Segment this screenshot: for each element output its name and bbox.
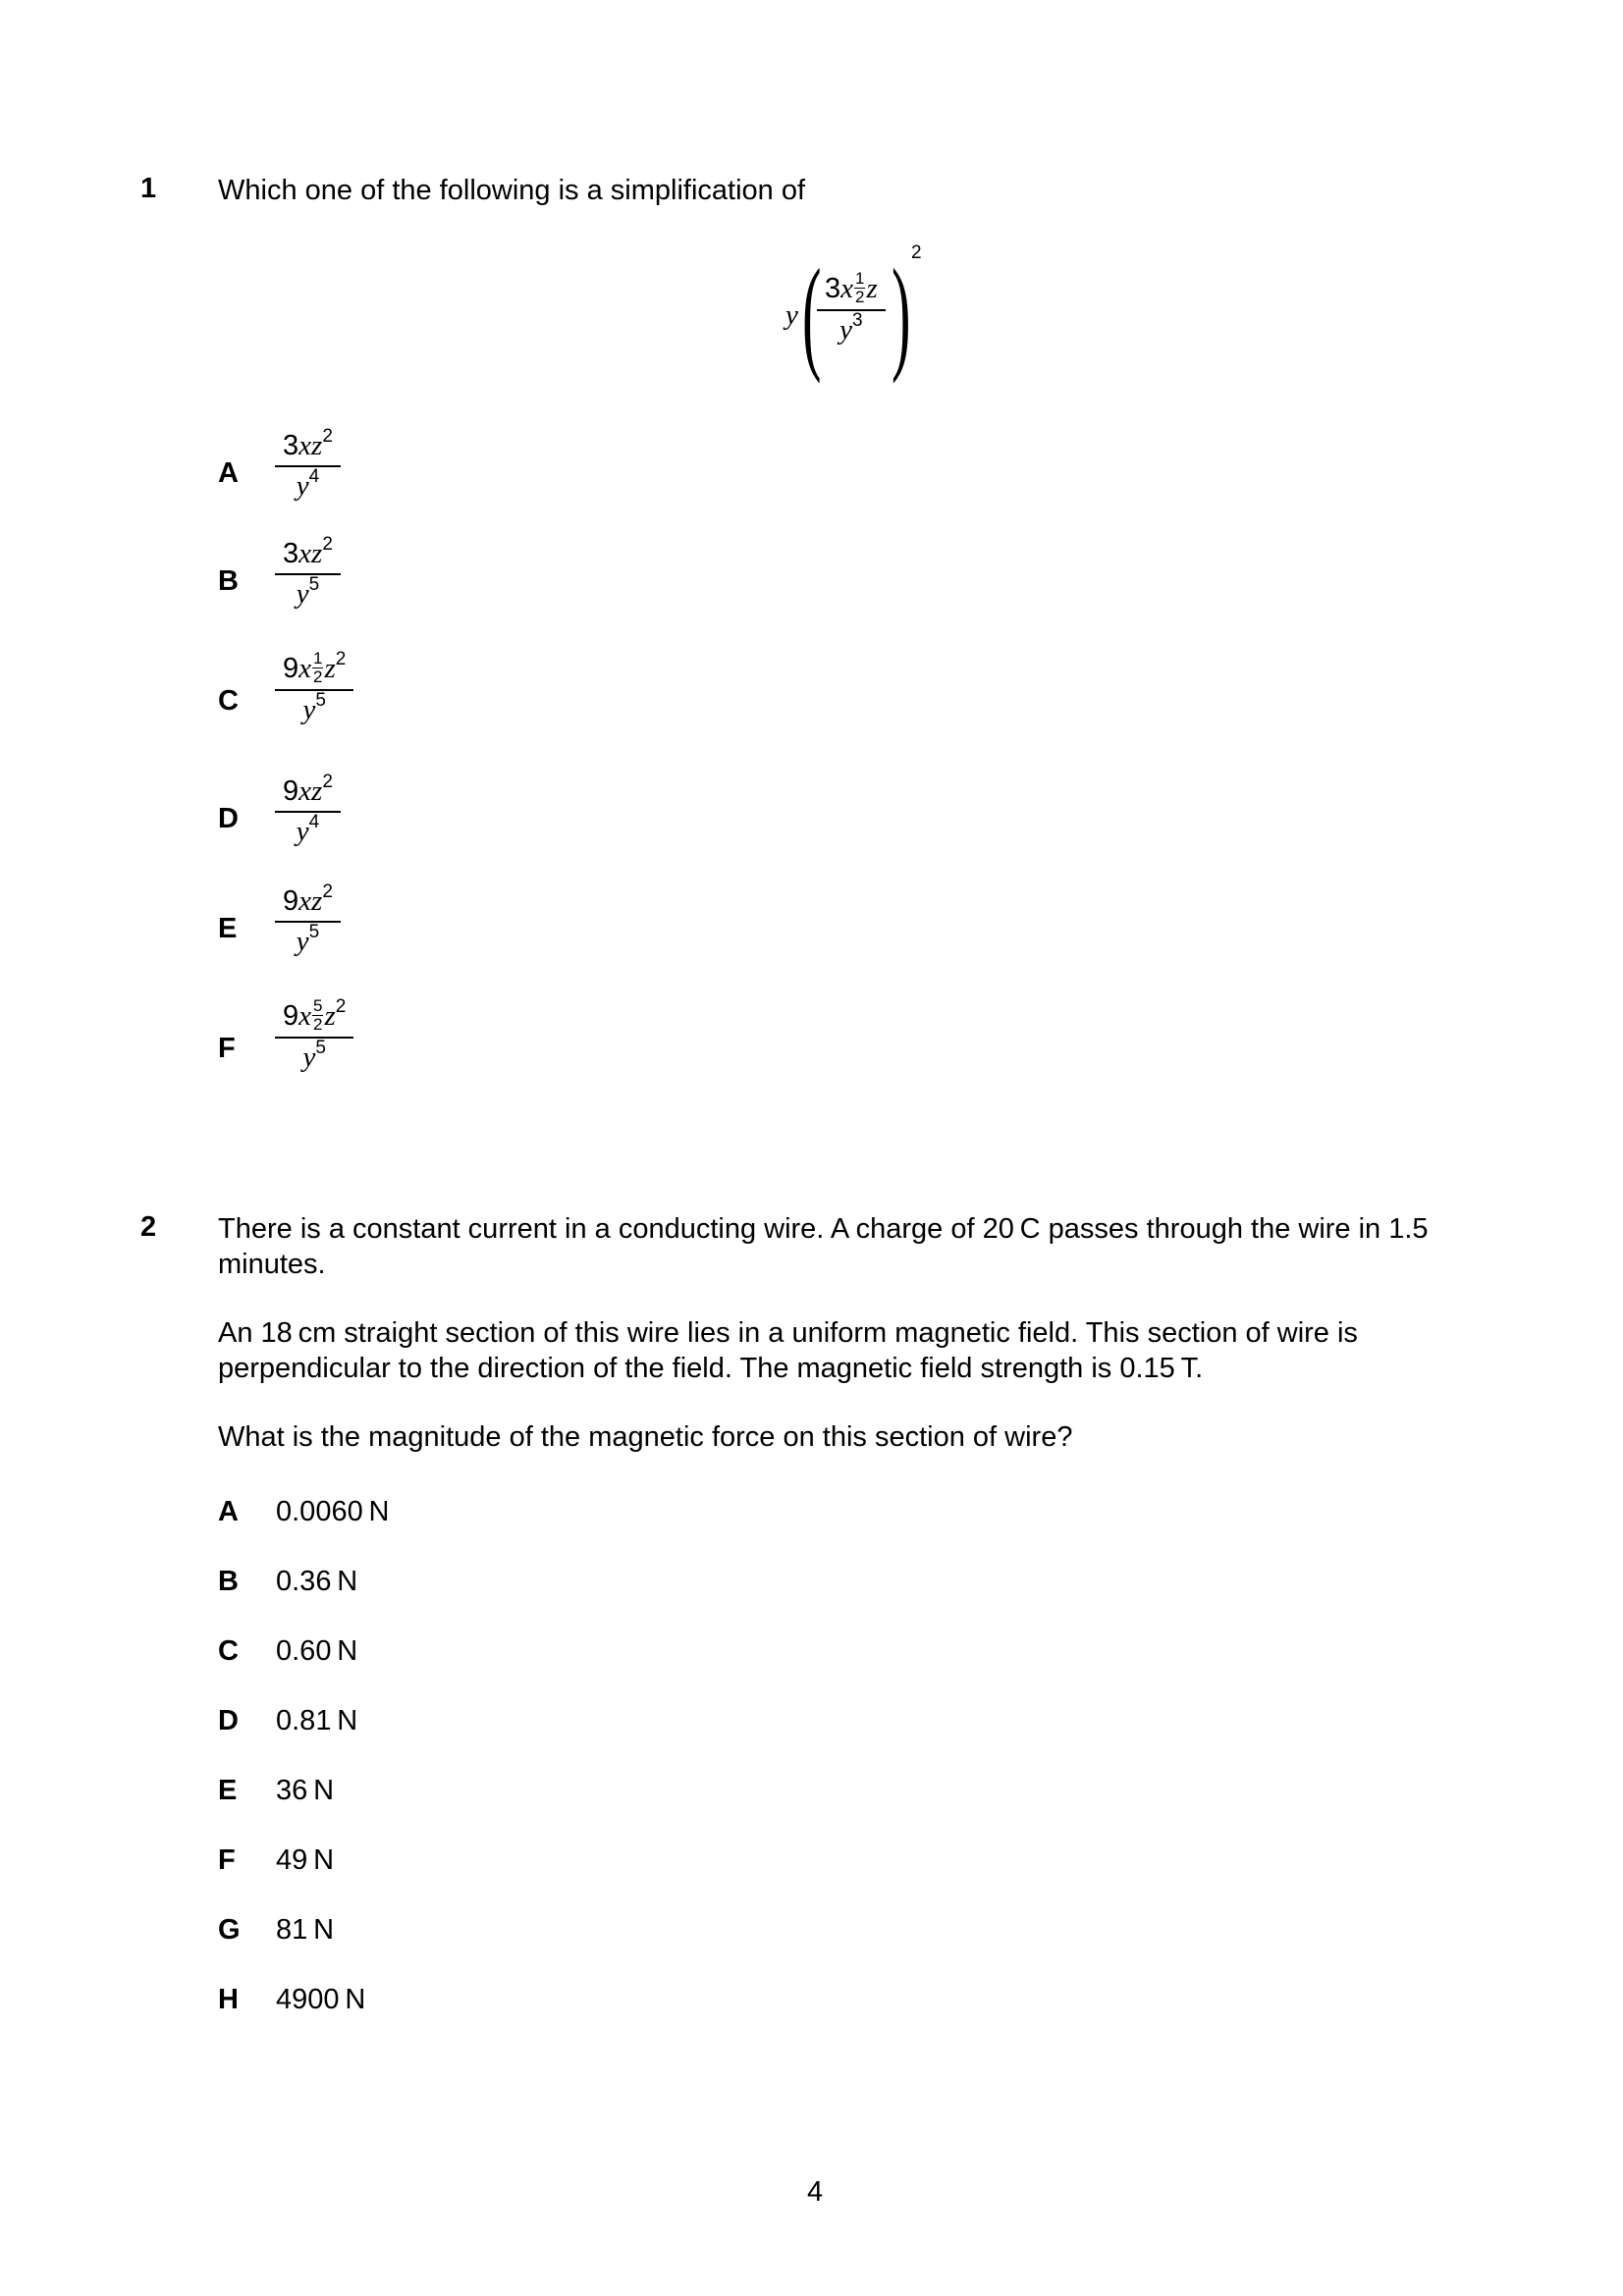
q1-option-c-letter: C	[218, 685, 239, 717]
q2-option-b[interactable]: 0.36 N	[276, 1566, 358, 1597]
q2-option-a-letter: A	[218, 1496, 239, 1527]
q2-option-e[interactable]: 36 N	[276, 1775, 335, 1806]
question-1-number: 1	[140, 173, 157, 204]
q1-option-a-letter: A	[218, 457, 239, 489]
q1-option-b[interactable]: $\frac{3xz^2}{y^5}$	[279, 538, 337, 611]
q1-option-f-letter: F	[218, 1033, 236, 1064]
q2-option-g-letter: G	[218, 1914, 241, 1946]
q2-option-g[interactable]: 81 N	[276, 1914, 335, 1946]
q1-option-b-letter: B	[218, 565, 239, 597]
q2-option-c-letter: C	[218, 1635, 239, 1667]
q1-option-d-letter: D	[218, 803, 239, 834]
q2-option-d-letter: D	[218, 1705, 239, 1736]
q2-option-b-letter: B	[218, 1566, 239, 1597]
q1-option-f[interactable]: 9x $\frac{5}{2}$ $z^2$ $y^5$	[279, 997, 350, 1074]
q1-option-d[interactable]: $\frac{9xz^2}{y^4}$	[279, 775, 337, 848]
q1-option-c[interactable]: 9x $\frac{1}{2}$ $z^2$ $y^5$	[279, 650, 350, 726]
q2-option-a[interactable]: 0.0060 N	[276, 1496, 390, 1527]
question-2-paragraph-2: An 18 cm straight section of this wire lies in a uniform magnetic field. This section of wire is perpendicular to the direction of the field. The magnetic field strength is 0.15 T.	[218, 1317, 1358, 1384]
left-parenthesis: (	[802, 243, 822, 385]
question-2-paragraph-1: There is a constant current in a conducting wire. A charge of 20 C passes through the wire in 1.5 minutes.	[218, 1213, 1429, 1280]
q2-option-h-letter: H	[218, 1984, 239, 2015]
page-number: 4	[807, 2176, 824, 2208]
q2-option-h[interactable]: 4900 N	[276, 1984, 366, 2015]
q2-option-d[interactable]: 0.81 N	[276, 1705, 358, 1736]
q1-option-e[interactable]: $\frac{9xz^2}{y^5}$	[279, 885, 337, 958]
question-1-stem: Which one of the following is a simplification of	[218, 175, 806, 206]
q1-option-a[interactable]: $\frac{3xz^2}{y^4}$	[279, 430, 337, 503]
expression-fraction: 3x $\frac{1}{2}$ z $y^3$	[821, 270, 882, 347]
q2-option-f-letter: F	[218, 1844, 236, 1876]
question-2-number: 2	[140, 1211, 157, 1243]
outer-exponent: 2	[911, 242, 922, 263]
question-2-prompt: What is the magnitude of the magnetic force on this section of wire?	[218, 1421, 1073, 1453]
q2-option-c[interactable]: 0.60 N	[276, 1635, 358, 1667]
q2-option-f[interactable]: 49 N	[276, 1844, 335, 1876]
expression-prefix: y	[785, 299, 798, 331]
q1-option-e-letter: E	[218, 913, 238, 944]
right-parenthesis: )	[892, 243, 911, 385]
q2-option-e-letter: E	[218, 1775, 238, 1806]
